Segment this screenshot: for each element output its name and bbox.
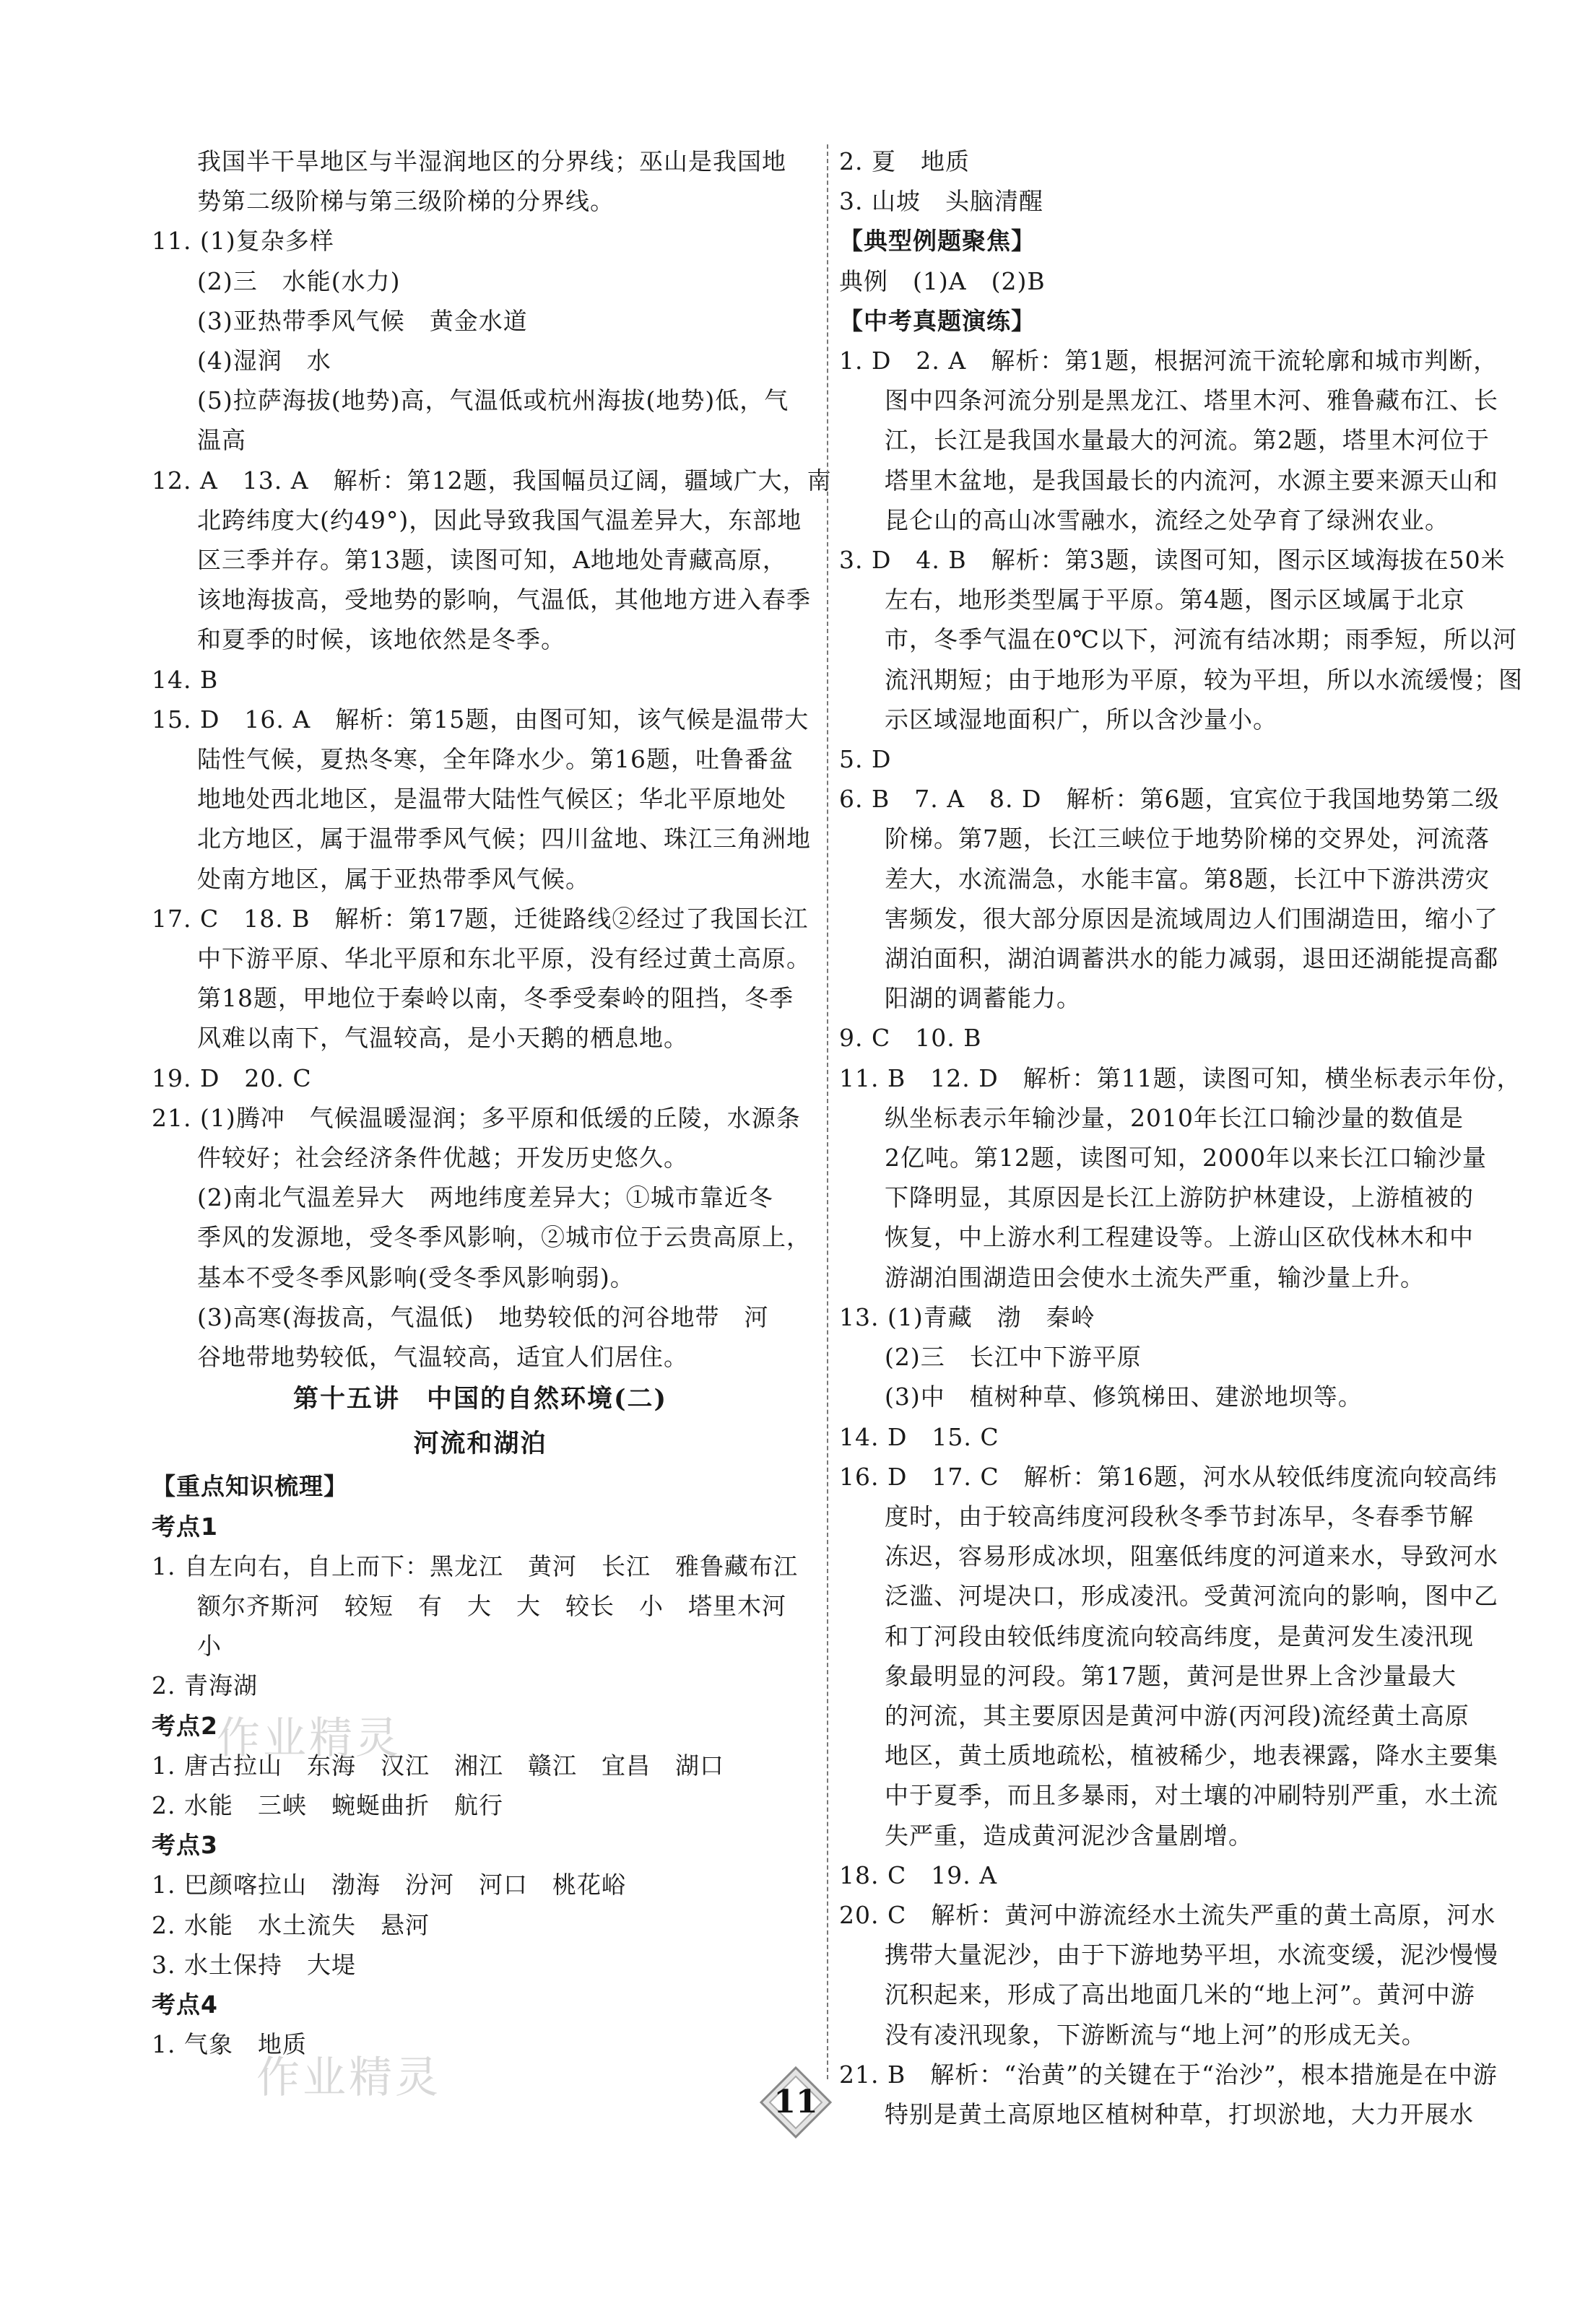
text-line: 处南方地区，属于亚热带季风气候。 xyxy=(197,864,590,893)
text-line: 湖泊面积，湖泊调蓄洪水的能力减弱，退田还湖能提高鄱 xyxy=(885,944,1498,973)
text-line: 阳湖的调蓄能力。 xyxy=(885,984,1081,1013)
text-line: 北跨纬度大(约49°)，因此导致我国气温差异大，东部地 xyxy=(197,505,802,534)
text-line: 2. 青海湖 xyxy=(152,1671,258,1700)
text-line: 该地海拔高，受地势的影响，气温低，其他地方进入春季 xyxy=(197,586,811,614)
text-line: 额尔齐斯河 较短 有 大 大 较长 小 塔里木河 xyxy=(197,1591,786,1620)
text-line: 18. C 19. A xyxy=(839,1860,998,1889)
text-line: 2. 水能 三峡 蜿蜒曲折 航行 xyxy=(152,1790,503,1819)
watermark-text: 作业精灵 xyxy=(217,1713,401,1764)
page-number: 11 xyxy=(773,2084,818,2120)
text-line: (2)三 长江中下游平原 xyxy=(885,1343,1142,1372)
text-line: 谷地带地势较低，气温较高，适宜人们居住。 xyxy=(197,1343,688,1372)
text-line: 差大，水流湍急，水能丰富。第8题，长江中下游洪涝灾 xyxy=(885,864,1490,893)
text-line: 携带大量泥沙，由于下游地势平坦，水流变缓，泥沙慢慢 xyxy=(885,1941,1498,1970)
text-line: 泛滥、河堤决口，形成凌汛。受黄河流向的影响，图中乙 xyxy=(885,1582,1498,1611)
text-line: 21. (1)腾冲 气候温暖湿润；多平原和低缓的丘陵，水源条 xyxy=(152,1103,801,1132)
text-line: 13. (1)青藏 渤 秦岭 xyxy=(839,1302,1095,1331)
text-line: 中于夏季，而且多暴雨，对土壤的冲刷特别严重，水土流 xyxy=(885,1781,1498,1810)
text-line: 北方地区，属于温带季风气候；四川盆地、珠江三角洲地 xyxy=(197,824,811,853)
section-title: 河流和湖泊 xyxy=(413,1429,547,1459)
text-line: 件较好；社会经济条件优越；开发历史悠久。 xyxy=(197,1144,688,1172)
text-line: 5. D xyxy=(839,745,892,774)
text-line: 1. 巴颜喀拉山 渤海 汾河 河口 桃花峪 xyxy=(152,1871,626,1899)
text-line: 2亿吨。第12题，读图可知，2000年以来长江口输沙量 xyxy=(885,1144,1487,1172)
text-line: 季风的发源地，受冬季风影响，②城市位于云贵高原上， xyxy=(197,1223,811,1252)
text-line: 沉积起来，形成了高出地面几米的“地上河”。黄河中游 xyxy=(885,1980,1475,2009)
text-line: 1. D 2. A 解析：第1题，根据河流干流轮廓和城市判断， xyxy=(839,347,1498,375)
text-line: 地地处西北地区，是温带大陆性气候区；华北平原地处 xyxy=(197,785,786,814)
text-line: 6. B 7. A 8. D 解析：第6题，宜宾位于我国地势第二级 xyxy=(839,785,1500,814)
text-line: (2)三 水能(水力) xyxy=(197,266,401,295)
text-line: 小 xyxy=(197,1632,222,1661)
text-line: 势第二级阶梯与第三级阶梯的分界线。 xyxy=(197,187,615,216)
text-line: 昆仑山的高山冰雪融水，流经之处孕育了绿洲农业。 xyxy=(885,505,1449,534)
text-line: 15. D 16. A 解析：第15题，由图可知，该气候是温带大 xyxy=(152,705,809,734)
section-title: 第十五讲 中国的自然环境(二) xyxy=(292,1384,668,1414)
text-line: 下降明显，其原因是长江上游防护林建设，上游植被的 xyxy=(885,1183,1474,1212)
text-line: (5)拉萨海拔(地势)高，气温低或杭州海拔(地势)低，气 xyxy=(197,386,789,415)
text-line: 2. 夏 地质 xyxy=(839,147,970,175)
text-line: 害频发，很大部分原因是流域周边人们围湖造田，缩小了 xyxy=(885,904,1498,933)
text-line: 11. (1)复杂多样 xyxy=(152,227,334,256)
text-line: 20. C 解析：黄河中游流经水土流失严重的黄土高原，河水 xyxy=(839,1900,1496,1929)
text-line: 失严重，造成黄河泥沙含量剧增。 xyxy=(885,1821,1253,1850)
text-line: 地区，黄土质地疏松，植被稀少，地表裸露，降水主要集 xyxy=(885,1741,1498,1770)
text-line: 和夏季的时候，该地依然是冬季。 xyxy=(197,625,565,654)
text-line: 中下游平原、华北平原和东北平原，没有经过黄土高原。 xyxy=(197,944,811,973)
section-heading: 考点3 xyxy=(152,1831,218,1860)
text-line: 12. A 13. A 解析：第12题，我国幅员辽阔，疆域广大，南 xyxy=(152,466,832,495)
text-line: 温高 xyxy=(197,426,246,455)
text-line: (3)亚热带季风气候 黄金水道 xyxy=(197,306,528,335)
watermark-text: 作业精灵 xyxy=(256,2053,441,2103)
text-line: 图中四条河流分别是黑龙江、塔里木河、雅鲁藏布江、长 xyxy=(885,386,1498,415)
text-line: 市，冬季气温在0℃以下，河流有结冰期；雨季短，所以河 xyxy=(885,625,1517,654)
text-line: 我国半干旱地区与半湿润地区的分界线；巫山是我国地 xyxy=(197,147,786,175)
text-line: 14. D 15. C xyxy=(839,1422,999,1451)
text-line: 1. 气象 地质 xyxy=(152,2030,307,2059)
text-line: 陆性气候，夏热冬寒，全年降水少。第16题，吐鲁番盆 xyxy=(197,745,794,774)
text-line: 流汛期短；由于地形为平原，较为平坦，所以水流缓慢；图 xyxy=(885,665,1523,694)
section-heading: 考点1 xyxy=(152,1512,218,1541)
text-line: (3)中 植树种草、修筑梯田、建淤地坝等。 xyxy=(885,1383,1363,1411)
text-line: 区三季并存。第13题，读图可知，A地地处青藏高原， xyxy=(197,546,787,575)
text-line: 象最明显的河段。第17题，黄河是世界上含沙量最大 xyxy=(885,1661,1457,1690)
section-heading: 【中考真题演练】 xyxy=(839,306,1036,335)
text-line: 3. D 4. B 解析：第3题，读图可知，图示区域海拔在50米 xyxy=(839,546,1506,575)
text-line: 恢复，中上游水利工程建设等。上游山区砍伐林木和中 xyxy=(885,1223,1474,1252)
text-line: 左右，地形类型属于平原。第4题，图示区域属于北京 xyxy=(885,586,1465,614)
text-line: 冻迟，容易形成冰坝，阻塞低纬度的河道来水，导致河水 xyxy=(885,1542,1498,1571)
text-line: 示区域湿地面积广，所以含沙量小。 xyxy=(885,705,1277,734)
text-line: 14. B xyxy=(152,665,219,694)
section-heading: 考点2 xyxy=(152,1711,218,1740)
text-line: 3. 水土保持 大堤 xyxy=(152,1950,356,1979)
section-heading: 【典型例题聚焦】 xyxy=(839,227,1036,256)
text-line: 第18题，甲地位于秦岭以南，冬季受秦岭的阻挡，冬季 xyxy=(197,984,794,1013)
text-line: 2. 水能 水土流失 悬河 xyxy=(152,1910,430,1939)
text-line: (3)高寒(海拔高，气温低) 地势较低的河谷地带 河 xyxy=(197,1302,769,1331)
text-line: 16. D 17. C 解析：第16题，河水从较低纬度流向较高纬 xyxy=(839,1462,1498,1491)
text-line: 和丁河段由较低纬度流向较高纬度，是黄河发生凌汛现 xyxy=(885,1622,1474,1650)
text-line: 1. 唐古拉山 东海 汉江 湘江 赣江 宜昌 湖口 xyxy=(152,1751,724,1780)
text-line: 1. 自左向右，自上而下：黑龙江 黄河 长江 雅鲁藏布江 xyxy=(152,1551,798,1580)
text-line: 3. 山坡 头脑清醒 xyxy=(839,187,1043,216)
column-divider xyxy=(827,144,828,2079)
text-line: 阶梯。第7题，长江三峡位于地势阶梯的交界处，河流落 xyxy=(885,824,1490,853)
text-line: 特别是黄土高原地区植树种草，打坝淤地，大力开展水 xyxy=(885,2099,1474,2128)
section-heading: 【重点知识梳理】 xyxy=(152,1472,348,1501)
section-heading: 考点4 xyxy=(152,1990,218,2019)
text-line: 游湖泊围湖造田会使水土流失严重，输沙量上升。 xyxy=(885,1263,1425,1292)
text-line: 度时，由于较高纬度河段秋冬季节封冻早，冬春季节解 xyxy=(885,1502,1474,1531)
text-line: 风难以南下，气温较高，是小天鹅的栖息地。 xyxy=(197,1024,688,1053)
text-line: (4)湿润 水 xyxy=(197,347,331,375)
text-line: 17. C 18. B 解析：第17题，迁徙路线②经过了我国长江 xyxy=(152,904,809,933)
left-column xyxy=(152,142,832,2064)
text-line: (2)南北气温差异大 两地纬度差异大；①城市靠近冬 xyxy=(197,1183,773,1212)
right-column xyxy=(839,142,1523,2134)
text-line: 9. C 10. B xyxy=(839,1024,982,1053)
text-line: 江，长江是我国水量最大的河流。第2题，塔里木河位于 xyxy=(885,426,1490,455)
text-line: 基本不受冬季风影响(受冬季风影响弱)。 xyxy=(197,1263,635,1292)
text-line: 19. D 20. C xyxy=(152,1063,312,1092)
text-line: 典例 (1)A (2)B xyxy=(839,266,1046,295)
text-line: 21. B 解析：“治黄”的关键在于“治沙”，根本措施是在中游 xyxy=(839,2060,1498,2089)
text-line: 没有凌汛现象，下游断流与“地上河”的形成无关。 xyxy=(885,2020,1426,2049)
text-line: 塔里木盆地，是我国最长的内流河，水源主要来源天山和 xyxy=(885,466,1498,495)
text-line: 的河流，其主要原因是黄河中游(丙河段)流经黄土高原 xyxy=(885,1701,1470,1730)
text-line: 纵坐标表示年输沙量，2010年长江口输沙量的数值是 xyxy=(885,1103,1464,1132)
text-line: 11. B 12. D 解析：第11题，读图可知，横坐标表示年份， xyxy=(839,1063,1522,1092)
